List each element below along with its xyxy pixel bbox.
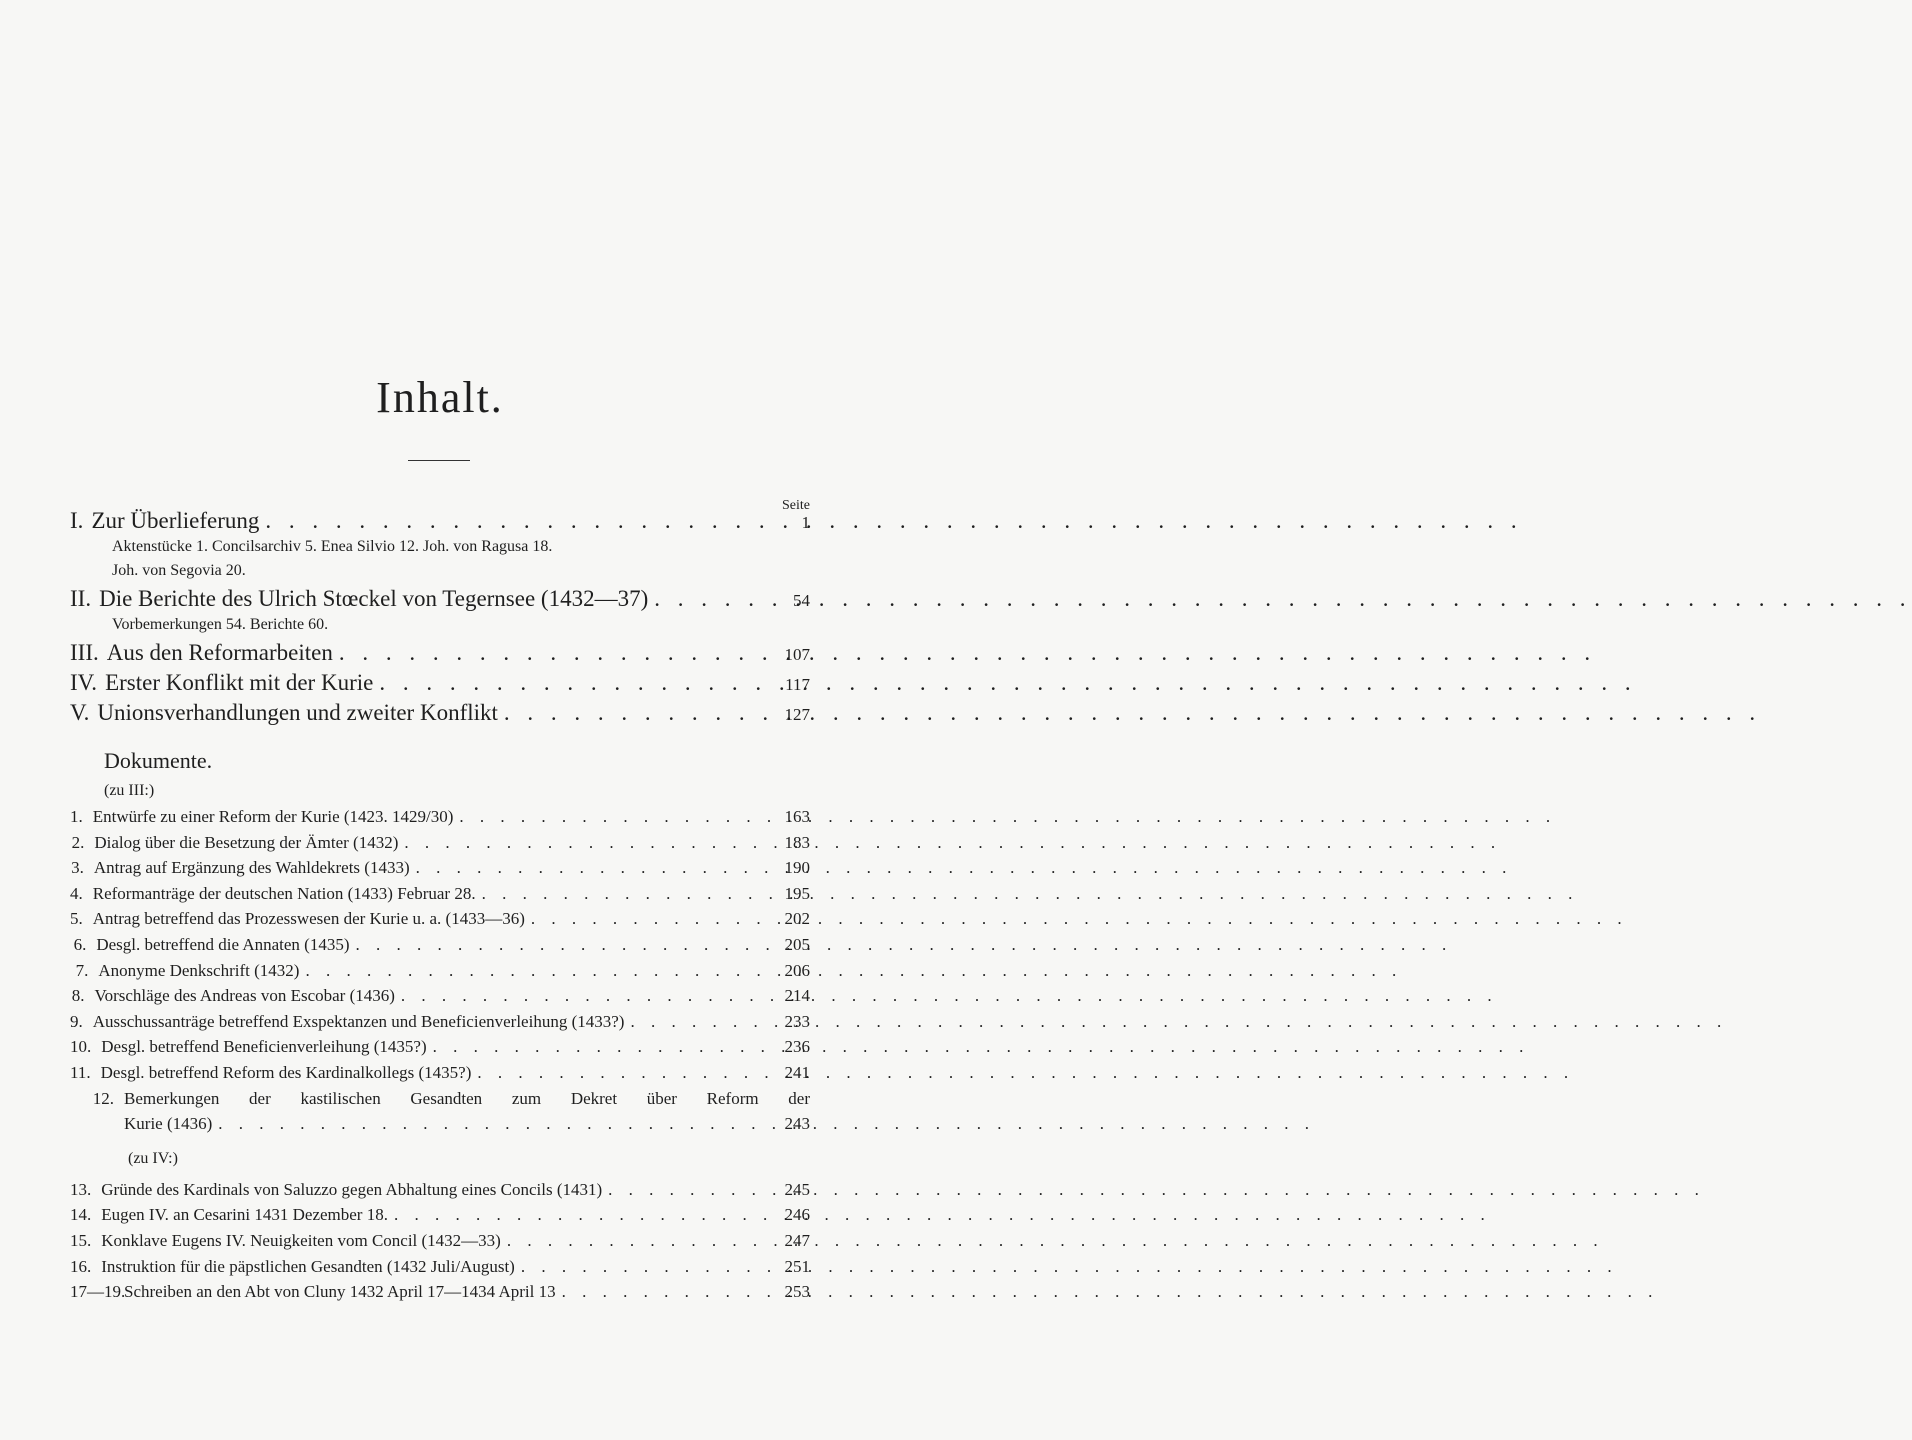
entry-title: Schreiben an den Abt von Cluny 1432 April 17—1434 April 13 [124, 1282, 556, 1302]
entry-title: Entwürfe zu einer Reform der Kurie (1423. 1429/30) [92, 807, 454, 826]
entry-title: Erster Konflikt mit der Kurie [105, 670, 374, 695]
leader-dots [398, 833, 768, 853]
document-entry [70, 884, 810, 910]
entry-page: 251 [784, 1256, 810, 1276]
entry-number: 9. [70, 1011, 83, 1031]
entry-number: 16. [70, 1256, 92, 1276]
chapter-list [70, 508, 810, 730]
entry-title-line-1: Bemerkungen der kastilischen Gesandten zum Dekret über Reform der [124, 1088, 810, 1108]
document-entry [70, 858, 810, 884]
entry-number: 14. [70, 1205, 92, 1225]
entry-title: Gründe des Kardinals von Saluzzo gegen Abhaltung eines Concils (1431) [101, 1179, 603, 1199]
document-entry [70, 986, 810, 1012]
entry-page: 253 [784, 1282, 810, 1302]
leader-dots [471, 1063, 768, 1083]
entry-page: 214 [784, 986, 810, 1006]
chapter-entry [70, 670, 810, 700]
entry-title: Desgl. betreffend die Annaten (1435) [96, 934, 350, 954]
chapter-entry [70, 508, 810, 538]
entry-page: 243 [784, 1114, 810, 1134]
chapter-subentries: Joh. von Segovia 20. [112, 562, 246, 579]
entry-number: 3. [71, 858, 84, 878]
entry-number: 11. [70, 1062, 91, 1082]
group-label-iv: (zu IV:) [128, 1149, 178, 1167]
entry-number: 4. [70, 883, 83, 903]
table-of-contents [70, 508, 810, 1308]
document-entry [70, 1180, 810, 1206]
document-entry [70, 961, 810, 987]
entry-title: Instruktion für die päpstlichen Gesandten (1432 Juli/August) [101, 1256, 515, 1276]
document-entry [70, 807, 810, 833]
entry-page: 54 [793, 591, 810, 610]
entry-number: 10. [70, 1037, 92, 1057]
entry-number: 2. [71, 832, 85, 852]
entry-page: 233 [784, 1011, 810, 1031]
entry-title: Ausschussanträge betreffend Exspektanzen und Beneficienverleihung (1433?) [92, 1011, 625, 1031]
page-column-label: Seite [782, 498, 810, 513]
entry-title: Eugen IV. an Cesarini 1431 Dezember 18. [101, 1205, 388, 1225]
document-entry [70, 1037, 810, 1063]
entry-page: 127 [784, 705, 810, 724]
entry-page: 202 [784, 909, 810, 929]
entry-number: 13. [70, 1179, 92, 1199]
entry-page: 107 [784, 645, 810, 664]
leader-dots [373, 670, 768, 696]
entry-number: III. [70, 640, 99, 665]
entry-title: Konklave Eugens IV. Neuigkeiten vom Concil (1432—33) [101, 1230, 501, 1250]
entry-number: 1. [70, 807, 83, 826]
entry-page: 163 [784, 807, 810, 826]
document-entry [70, 1257, 810, 1283]
entry-page: 190 [784, 858, 810, 878]
leader-dots [498, 700, 768, 726]
page-title: Inhalt. [376, 373, 504, 422]
leader-dots [333, 640, 768, 666]
leader-dots [602, 1180, 768, 1200]
leader-dots [525, 909, 768, 929]
entry-page: 245 [784, 1179, 810, 1199]
entry-number: 8. [71, 986, 85, 1006]
document-entry [70, 935, 810, 961]
chapter-subentries: Aktenstücke 1. Concilsarchiv 5. Enea Silvio 12. Joh. von Ragusa 18. [112, 538, 553, 555]
document-entry [70, 1063, 810, 1089]
document-entry [70, 1231, 810, 1257]
documents-list-iii [70, 807, 810, 1089]
leader-dots [624, 1012, 768, 1032]
entry-title: Desgl. betreffend Beneficienverleihung (1435?) [101, 1037, 427, 1057]
document-entry [70, 909, 810, 935]
entry-page: 247 [784, 1230, 810, 1250]
leader-dots [515, 1257, 768, 1277]
entry-number: IV. [70, 670, 98, 695]
entry-title: Anonyme Denkschrift (1432) [98, 960, 300, 980]
entry-title: Zur Überlieferung [91, 508, 260, 533]
group-label-iii: (zu III:) [104, 782, 155, 799]
document-entry [70, 1205, 810, 1231]
entry-number: 12. [92, 1088, 114, 1108]
entry-title: Antrag auf Ergänzung des Wahldekrets (1433) [93, 858, 410, 878]
entry-number: 5. [70, 909, 83, 929]
leader-dots [453, 807, 768, 827]
entry-title: Reformanträge der deutschen Nation (1433) Februar 28. [92, 883, 476, 903]
entry-number: 15. [70, 1230, 92, 1250]
entry-title: Aus den Reformarbeiten [106, 640, 333, 665]
leader-dots [350, 935, 768, 955]
leader-dots [556, 1282, 768, 1302]
entry-title: Die Berichte des Ulrich Stœckel von Tegernsee (1432—37) [99, 586, 649, 611]
entry-number: 17—19. [70, 1282, 126, 1302]
entry-page: 205 [784, 934, 810, 954]
entry-number: 6. [73, 934, 87, 954]
title-divider [408, 460, 470, 461]
documents-list-iv [70, 1180, 810, 1308]
entry-title: Vorschläge des Andreas von Escobar (1436) [94, 986, 395, 1006]
leader-dots [427, 1037, 768, 1057]
entry-title: Antrag betreffend das Prozesswesen der Kurie u. a. (1433—36) [92, 909, 525, 929]
entry-title: Desgl. betreffend Reform des Kardinalkollegs (1435?) [100, 1062, 472, 1082]
leader-dots [648, 586, 768, 612]
leader-dots [388, 1205, 768, 1225]
leader-dots [259, 508, 768, 534]
entry-page: 241 [784, 1062, 810, 1082]
entry-number: I. [70, 508, 84, 533]
entry-page: 183 [784, 832, 810, 852]
entry-page: 246 [784, 1205, 810, 1225]
entry-page: 236 [784, 1037, 810, 1057]
leader-dots [395, 986, 768, 1006]
document-entry [70, 1282, 810, 1308]
documents-heading: Dokumente. [104, 748, 213, 773]
entry-number: II. [70, 586, 92, 611]
entry-number: V. [70, 700, 90, 725]
entry-page: 117 [785, 675, 810, 694]
chapter-entry [70, 640, 810, 670]
entry-page: 195 [784, 883, 810, 903]
leader-dots [212, 1114, 768, 1134]
chapter-entry [70, 586, 810, 616]
leader-dots [501, 1231, 768, 1251]
entry-page: 1 [801, 513, 810, 532]
chapter-entry [70, 700, 810, 730]
document-entry [70, 833, 810, 859]
chapter-subentries: Vorbemerkungen 54. Berichte 60. [112, 616, 329, 633]
document-entry [70, 1012, 810, 1038]
entry-number: 7. [75, 960, 89, 980]
leader-dots [410, 858, 768, 878]
entry-page: 206 [784, 960, 810, 980]
entry-title: Dialog über die Besetzung der Ämter (1432) [94, 832, 399, 852]
entry-title: Unionsverhandlungen und zweiter Konflikt [97, 700, 498, 725]
leader-dots [476, 884, 768, 904]
entry-title-line-2: Kurie (1436) [124, 1114, 213, 1134]
leader-dots [299, 961, 768, 981]
document-entry-12 [70, 1089, 810, 1140]
